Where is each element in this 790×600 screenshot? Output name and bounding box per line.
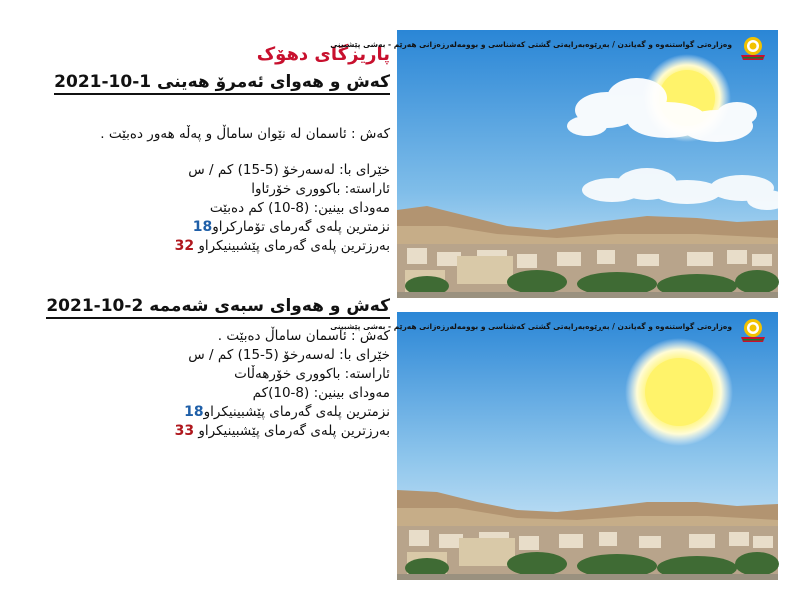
forecast-heading: کەش و هەوای ئەمرۆ هەینی 1-10-2021	[54, 72, 390, 95]
kurdistan-emblem-icon	[738, 315, 768, 343]
max-temperature	[60, 237, 390, 256]
max-temperature-value: 33	[174, 423, 195, 439]
visibility: مەودای بینین: (8-10) کم دەبێت	[209, 200, 390, 216]
banner-text: وەزارەتی گواستنەوە و گەیاندن / بەڕێوەبەرایەتی گشتی کەشناسی و بوومەلەرزەزانی هەرێم - بەشی پێشبینی	[330, 322, 732, 331]
sky-condition: کەش : ئاسمان لە نێوان ساماڵ و پەڵە هەور دەبێت .	[100, 126, 390, 142]
header-banner	[330, 30, 778, 62]
header-banner	[330, 312, 778, 344]
forecast-day-1	[54, 72, 390, 256]
min-temperature	[60, 403, 390, 422]
max-temperature	[60, 422, 390, 441]
min-temperature	[60, 218, 390, 237]
wind-direction: ئاراستە: باکووری خۆرهەڵات	[234, 366, 390, 382]
wind-speed: خێرای با: لەسەرخۆ (5-15) کم / س	[188, 162, 390, 178]
kurdistan-emblem-icon	[738, 33, 768, 61]
banner-text: وەزارەتی گواستنەوە و گەیاندن / بەڕێوەبەرایەتی گشتی کەشناسی و بوومەلەرزەزانی هەرێم - بەشی پێشبینی	[330, 40, 732, 49]
min-temperature-value: 18	[192, 219, 213, 235]
max-temperature-value: 32	[174, 238, 195, 254]
min-temperature-label: نزمترین پلەی گەرمای پێشبینیکراو	[203, 404, 390, 420]
weather-image-day-2	[330, 312, 778, 580]
region-title: پاریزگای دهۆک	[256, 44, 390, 65]
forecast-day-2	[46, 296, 390, 441]
wind-direction: ئاراستە: باکووری خۆرئاوا	[251, 181, 390, 197]
sun-icon	[625, 338, 733, 446]
sky-condition: کەش : ئاسمان ساماڵ دەبێت .	[217, 328, 390, 344]
visibility: مەودای بینین: (8-10)کم	[252, 385, 390, 401]
wind-speed: خێرای با: لەسەرخۆ (5-15) کم / س	[188, 347, 390, 363]
min-temperature-label: نزمترین پلەی گەرمای تۆمارکراو	[212, 219, 390, 235]
weather-image-day-1	[330, 30, 778, 298]
max-temperature-label: بەرزترین پلەی گەرمای پێشبینیکراو	[198, 423, 390, 439]
min-temperature-value: 18	[184, 404, 204, 420]
forecast-heading: کەش و هەوای سبەی شەممە 2-10-2021	[46, 296, 390, 319]
max-temperature-label: بەرزترین پلەی گەرمای پێشبینیکراو	[198, 238, 390, 254]
